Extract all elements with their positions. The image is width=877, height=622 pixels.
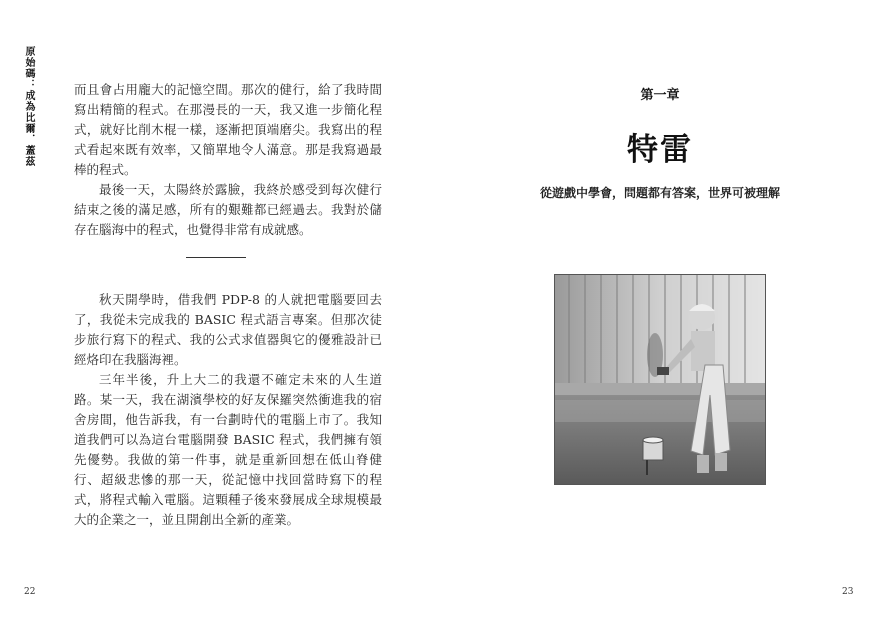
paragraph: 秋天開學時，借我們 PDP-8 的人就把電腦要回去了，我從未完成我的 BASIC 程式語言專案。但那次徒步旅行寫下的程式、我的公式求值器與它的優雅設計已經烙印在我腦海裡。 (74, 292, 382, 367)
chapter-subtitle: 從遊戲中學會，問題都有答案，世界可被理解 (539, 186, 780, 200)
boy-painting-fence-photo (554, 274, 766, 485)
paragraph: 三年半後，升上大二的我還不確定未來的人生道路。某一天，我在湖濱學校的好友保羅突然衝進我的宿舍房間，他告訴我，有一台劃時代的電腦上市了。我知道我們可以為這台電腦開發 BASIC 程式，我們擁有領先優勢。我做的第一件事，就是重新回想在低山脊健行、超級悲慘的那一天，從記憶中找回當時寫下的程式，將程式輸入電腦。這顆種子後來發展成全球規模最大的企業之一，並且開創出全新的產業。 (74, 372, 382, 527)
left-text-block-top (74, 80, 382, 240)
page-number-left: 22 (24, 587, 36, 597)
chapter-title: 特雷 (627, 132, 693, 168)
paragraph-continued: 而且會占用龐大的記憶空間。那次的健行，給了我時間寫出精簡的程式。在那漫長的一天，我又進一步簡化程式，就好比削木棍一樣，逐漸把頂端磨尖。我寫出的程式看起來既有效率，又簡單地令人滿意。那是我寫過最棒的程式。 (74, 82, 382, 177)
paragraph: 最後一天，太陽終於露臉，我終於感受到每次健行結束之後的滿足感，所有的艱難都已經過去。我對於儲存在腦海中的程式，也覺得非常有成就感。 (74, 182, 382, 237)
photo-illustration (555, 275, 765, 484)
running-head: 原始碼：成為比爾．蓋茲 (23, 46, 34, 167)
chapter-label: 第一章 (640, 88, 680, 103)
left-text-block-bottom (74, 290, 382, 530)
section-divider (186, 257, 246, 258)
page-number-right: 23 (842, 587, 854, 597)
